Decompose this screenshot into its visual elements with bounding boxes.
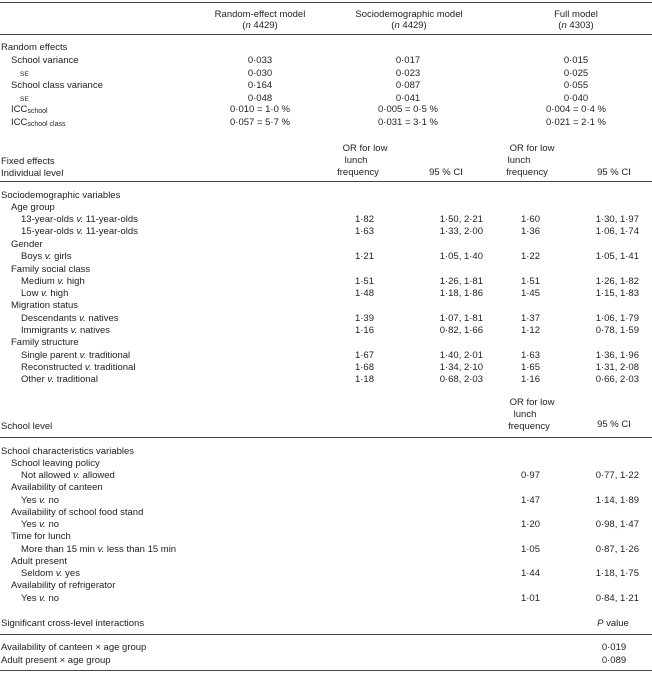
header-rule — [0, 34, 652, 35]
m3-n: (n 4303) — [558, 20, 594, 31]
low-label: Low v. high — [21, 288, 69, 299]
m3-ci-recon: 1·31, 2·08 — [595, 362, 639, 373]
single-label: Single parent v. traditional — [21, 350, 131, 361]
m3-school-var: 0·015 — [563, 55, 589, 66]
school-se-label: SE — [20, 71, 29, 78]
school-var-label: School variance — [11, 55, 79, 66]
class-var-label: School class variance — [11, 80, 103, 91]
interactions-label: Significant cross-level interactions — [1, 618, 145, 629]
m2-icc-school: 0·005 = 0·5 % — [378, 104, 438, 115]
boys-label: Boys v. girls — [21, 251, 72, 262]
m2-n: (n 4429) — [391, 20, 427, 31]
top-rule — [0, 2, 652, 3]
m3-ci-single: 1·36, 1·96 — [595, 350, 639, 361]
school-rule — [0, 437, 652, 438]
icc-class-label: ICCschool class — [11, 117, 66, 128]
m2-class-se: 0·041 — [395, 93, 421, 104]
icc-school-label: ICCschool — [11, 104, 48, 115]
random-section: Random effects — [1, 42, 68, 53]
fridge-yesno-label: Yes v. no — [21, 593, 60, 604]
age13-label: 13-year-olds v. 11-year-olds — [21, 214, 138, 225]
m1-class-var: 0·164 — [247, 80, 273, 91]
m3-title: Full model — [554, 9, 598, 20]
school-or-notallowed: 0·97 — [520, 470, 540, 481]
m3-ci-other: 0·66, 2·03 — [595, 374, 639, 385]
stand-yesno-label: Yes v. no — [21, 519, 60, 530]
m2-title: Sociodemographic model — [355, 9, 463, 20]
fridge-label: Availability of refrigerator — [11, 580, 116, 591]
m1-n: (n 4429) — [242, 20, 278, 31]
adult-label: Adult present — [11, 556, 67, 567]
m3-icc-class: 0·021 = 2·1 % — [546, 117, 606, 128]
m1-class-se: 0·048 — [247, 93, 273, 104]
school-or-line3: frequency — [508, 421, 550, 432]
m1-title: Random-effect model — [214, 9, 306, 20]
school-ci-stand: 0·98, 1·47 — [595, 519, 639, 530]
individual-level-label: Individual level — [1, 168, 64, 179]
m2-or-immi: 1·16 — [354, 325, 374, 336]
school-or-fridge: 1·01 — [520, 593, 540, 604]
interactions-rule — [0, 634, 652, 635]
m3-ci-age15: 1·06, 1·74 — [595, 226, 639, 237]
m3-or-line1: OR for low — [509, 143, 555, 154]
p-adult-age: 0·089 — [601, 655, 627, 666]
mig-label: Migration status — [11, 300, 79, 311]
m2-icc-class: 0·031 = 3·1 % — [378, 117, 438, 128]
m3-or-immi: 1·12 — [520, 325, 540, 336]
school-section: School characteristics variables — [1, 446, 135, 457]
m2-ci-recon: 1·34, 2·10 — [439, 362, 483, 373]
seldom-label: Seldom v. yes — [21, 568, 80, 579]
fixed-rule — [0, 181, 652, 182]
age-group-label: Age group — [11, 202, 55, 213]
school-or-canteen: 1·47 — [520, 495, 540, 506]
m2-or-line3: frequency — [337, 167, 379, 178]
m3-or-age15: 1·36 — [520, 226, 540, 237]
m3-ci-immi: 0·78, 1·59 — [595, 325, 639, 336]
m2-or-age13: 1·82 — [354, 214, 374, 225]
other-label: Other v. traditional — [21, 374, 98, 385]
class-se-label: SE — [20, 96, 29, 103]
m3-or-boys: 1·22 — [520, 251, 540, 262]
m2-ci-boys: 1·05, 1·40 — [439, 251, 483, 262]
m2-or-low: 1·48 — [354, 288, 374, 299]
m3-or-single: 1·63 — [520, 350, 540, 361]
m2-or-line2: lunch — [344, 155, 368, 166]
notallowed-label: Not allowed v. allowed — [21, 470, 115, 481]
m3-class-se: 0·040 — [563, 93, 589, 104]
m3-or-other: 1·16 — [520, 374, 540, 385]
m3-school-se: 0·025 — [563, 68, 589, 79]
desc-label: Descendants v. natives — [21, 313, 119, 324]
m2-or-single: 1·67 — [354, 350, 374, 361]
m2-ci-medium: 1·26, 1·81 — [439, 276, 483, 287]
gender-label: Gender — [11, 239, 43, 250]
m3-ci-header: 95 % CI — [597, 167, 631, 178]
m2-ci-age15: 1·33, 2·00 — [439, 226, 483, 237]
m3-or-age13: 1·60 — [520, 214, 540, 225]
school-ci-header: 95 % CI — [597, 419, 631, 430]
school-level-label: School level — [1, 421, 53, 432]
leave-label: School leaving policy — [11, 458, 100, 469]
m3-ci-low: 1·15, 1·83 — [595, 288, 639, 299]
m2-or-recon: 1·68 — [354, 362, 374, 373]
school-or-time: 1·05 — [520, 544, 540, 555]
school-or-stand: 1·20 — [520, 519, 540, 530]
school-or-adult: 1·44 — [520, 568, 540, 579]
canteen-yesno-label: Yes v. no — [21, 495, 60, 506]
m2-ci-header: 95 % CI — [429, 167, 463, 178]
m3-ci-age13: 1·30, 1·97 — [595, 214, 639, 225]
stand-label: Availability of school food stand — [11, 507, 144, 518]
m2-school-se: 0·023 — [395, 68, 421, 79]
school-ci-fridge: 0·84, 1·21 — [595, 593, 639, 604]
m2-school-var: 0·017 — [395, 55, 421, 66]
bottom-rule — [0, 670, 652, 671]
fixed-effects-label: Fixed effects — [1, 156, 55, 167]
canteen-label: Availability of canteen — [11, 482, 103, 493]
m2-ci-desc: 1·07, 1·81 — [439, 313, 483, 324]
m3-ci-desc: 1·06, 1·79 — [595, 313, 639, 324]
m3-or-low: 1·45 — [520, 288, 540, 299]
fam-label: Family structure — [11, 337, 79, 348]
m2-or-boys: 1·21 — [354, 251, 374, 262]
m2-ci-low: 1·18, 1·86 — [439, 288, 483, 299]
school-ci-adult: 1·18, 1·75 — [595, 568, 639, 579]
time-label: Time for lunch — [11, 531, 71, 542]
m2-or-line1: OR for low — [342, 143, 388, 154]
m1-school-var: 0·033 — [247, 55, 273, 66]
age15-label: 15-year-olds v. 11-year-olds — [21, 226, 138, 237]
immi-label: Immigrants v. natives — [21, 325, 111, 336]
school-or-line2: lunch — [513, 409, 537, 420]
m2-ci-age13: 1·50, 2·21 — [439, 214, 483, 225]
medium-label: Medium v. high — [21, 276, 85, 287]
m2-class-var: 0·087 — [395, 80, 421, 91]
m2-ci-single: 1·40, 2·01 — [439, 350, 483, 361]
pvalue-header: P value — [597, 618, 629, 629]
m1-icc-class: 0·057 = 5·7 % — [230, 117, 290, 128]
m2-or-age15: 1·63 — [354, 226, 374, 237]
adult-age-label: Adult present × age group — [1, 655, 111, 666]
p-canteen-age: 0·019 — [601, 642, 627, 653]
school-ci-canteen: 1·14, 1·89 — [595, 495, 639, 506]
m3-ci-medium: 1·26, 1·82 — [595, 276, 639, 287]
m1-school-se: 0·030 — [247, 68, 273, 79]
m3-or-desc: 1·37 — [520, 313, 540, 324]
more15-label: More than 15 min v. less than 15 min — [21, 544, 177, 555]
socio-section: Sociodemographic variables — [1, 190, 121, 201]
m2-or-other: 1·18 — [354, 374, 374, 385]
m3-or-medium: 1·51 — [520, 276, 540, 287]
m2-ci-other: 0·68, 2·03 — [439, 374, 483, 385]
m2-ci-immi: 0·82, 1·66 — [439, 325, 483, 336]
school-ci-time: 0·87, 1·26 — [595, 544, 639, 555]
m3-ci-boys: 1·05, 1·41 — [595, 251, 639, 262]
m3-class-var: 0·055 — [563, 80, 589, 91]
m3-or-recon: 1·65 — [520, 362, 540, 373]
canteen-age-label: Availability of canteen × age group — [1, 642, 147, 653]
m1-icc-school: 0·010 = 1·0 % — [230, 104, 290, 115]
m2-or-medium: 1·51 — [354, 276, 374, 287]
school-or-line1: OR for low — [509, 397, 555, 408]
m3-or-line2: lunch — [507, 155, 531, 166]
m3-icc-school: 0·004 = 0·4 % — [546, 104, 606, 115]
m3-or-line3: frequency — [506, 167, 548, 178]
fsc-label: Family social class — [11, 264, 91, 275]
school-ci-notallowed: 0·77, 1·22 — [595, 470, 639, 481]
m2-or-desc: 1·39 — [354, 313, 374, 324]
recon-label: Reconstructed v. traditional — [21, 362, 136, 373]
